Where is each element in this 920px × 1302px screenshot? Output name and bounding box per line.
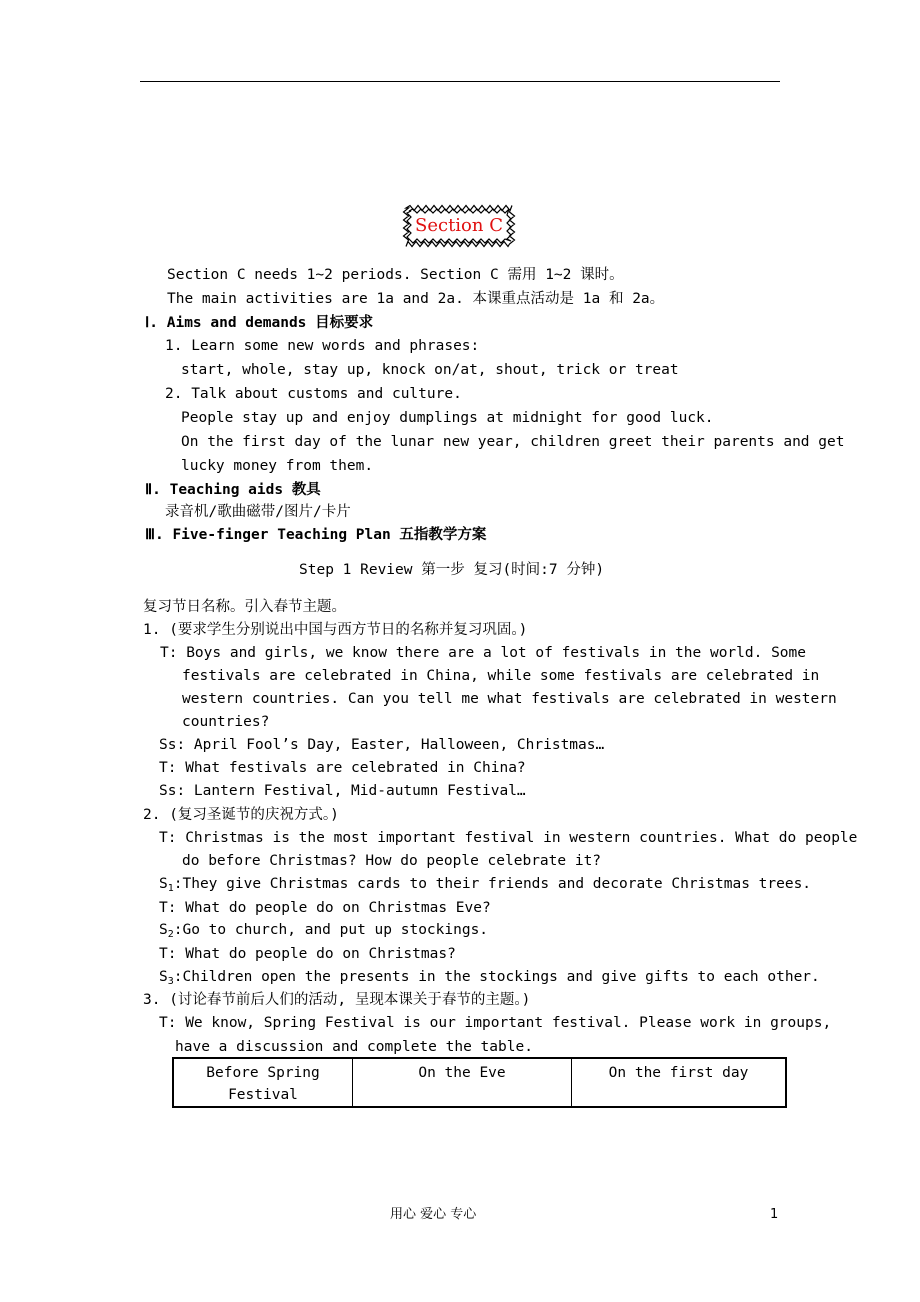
speaker-number: 1	[167, 883, 174, 894]
teacher-line-2: T: What festivals are celebrated in China?	[159, 760, 526, 776]
student-1-line	[159, 874, 811, 894]
speaker-number: 2	[167, 929, 174, 940]
plan-heading: Ⅲ. Five-finger Teaching Plan 五指教学方案	[145, 527, 487, 543]
teacher-line-4: T: What do people do on Christmas Eve?	[159, 900, 491, 916]
table-header-eve: On the Eve	[353, 1058, 572, 1107]
teacher-line-3b: do before Christmas? How do people celebrate it?	[182, 853, 602, 869]
student-3-line	[159, 967, 820, 987]
speaker-label: S	[159, 969, 168, 985]
table-header-first-day: On the first day	[572, 1058, 787, 1107]
table-header-before	[173, 1058, 353, 1107]
speaker-text: :Go to church, and put up stockings.	[173, 922, 489, 938]
aims-heading: Ⅰ. Aims and demands 目标要求	[145, 315, 374, 331]
speaker-number: 3	[167, 976, 174, 987]
teacher-line-1c: western countries. Can you tell me what festivals are celebrated in western	[182, 691, 837, 707]
header-line-2: Festival	[228, 1087, 298, 1103]
aids-list: 录音机/歌曲磁带/图片/卡片	[165, 504, 351, 520]
teacher-line-3a: T: Christmas is the most important festival in western countries. What do people	[159, 830, 858, 846]
header-line-1: Before Spring	[206, 1065, 320, 1081]
teacher-line-1a	[160, 643, 807, 663]
intro-line-1: Section C needs 1~2 periods. Section C 需用 1~2 课时。	[167, 267, 624, 283]
aids-heading: Ⅱ. Teaching aids 教具	[145, 482, 321, 498]
speaker-text: :They give Christmas cards to their friends and decorate Christmas trees.	[173, 876, 812, 892]
section-title-box	[402, 204, 516, 248]
aim-2-line-1: People stay up and enjoy dumplings at midnight for good luck.	[181, 410, 714, 426]
step-1-heading: Step 1 Review 第一步 复习(时间:7 分钟)	[299, 562, 605, 578]
review-item-3: 3. (讨论春节前后人们的活动, 呈现本课关于春节的主题。)	[143, 992, 531, 1008]
teacher-line-6a: T: We know, Spring Festival is our important festival. Please work in groups,	[159, 1015, 832, 1031]
speaker-text: :Children open the presents in the stockings and give gifts to each other.	[173, 969, 820, 985]
review-item-2: 2. (复习圣诞节的庆祝方式。)	[143, 807, 339, 823]
aim-2-label: 2. Talk about customs and culture.	[165, 386, 462, 402]
festival-table	[172, 1057, 787, 1108]
speaker-label: S	[159, 876, 168, 892]
review-intro: 复习节日名称。引入春节主题。	[143, 599, 346, 615]
students-line-2: Ss: Lantern Festival, Mid-autumn Festival…	[159, 783, 526, 799]
footer-motto: 用心 爱心 专心	[390, 1207, 477, 1222]
section-title: Section C	[415, 215, 503, 236]
review-item-1: 1. (要求学生分别说出中国与西方节日的名称并复习巩固。)	[143, 622, 528, 638]
speaker-label: S	[159, 922, 168, 938]
page-number: 1	[770, 1207, 779, 1222]
teacher-line-6b: have a discussion and complete the table.	[175, 1039, 533, 1055]
aim-1-label: 1. Learn some new words and phrases:	[165, 338, 480, 354]
teacher-line-1d: countries?	[182, 714, 270, 730]
header-rule	[140, 81, 780, 82]
line-text: T: Boys and girls, we know there are a lot of festivals in the world. Some	[160, 645, 807, 661]
teacher-line-5: T: What do people do on Christmas?	[159, 946, 456, 962]
teacher-line-1b: festivals are celebrated in China, while some festivals are celebrated in	[182, 668, 820, 684]
aim-2-line-3: lucky money from them.	[181, 458, 374, 474]
table-header-row	[173, 1058, 786, 1107]
aim-1-words: start, whole, stay up, knock on/at, shout, trick or treat	[181, 362, 679, 378]
student-2-line	[159, 920, 488, 940]
intro-line-2: The main activities are 1a and 2a. 本课重点活动是 1a 和 2a。	[167, 291, 665, 307]
aim-2-line-2: On the first day of the lunar new year, children greet their parents and get	[181, 434, 845, 450]
students-line-1: Ss: April Fool’s Day, Easter, Halloween, Christmas…	[159, 737, 605, 753]
